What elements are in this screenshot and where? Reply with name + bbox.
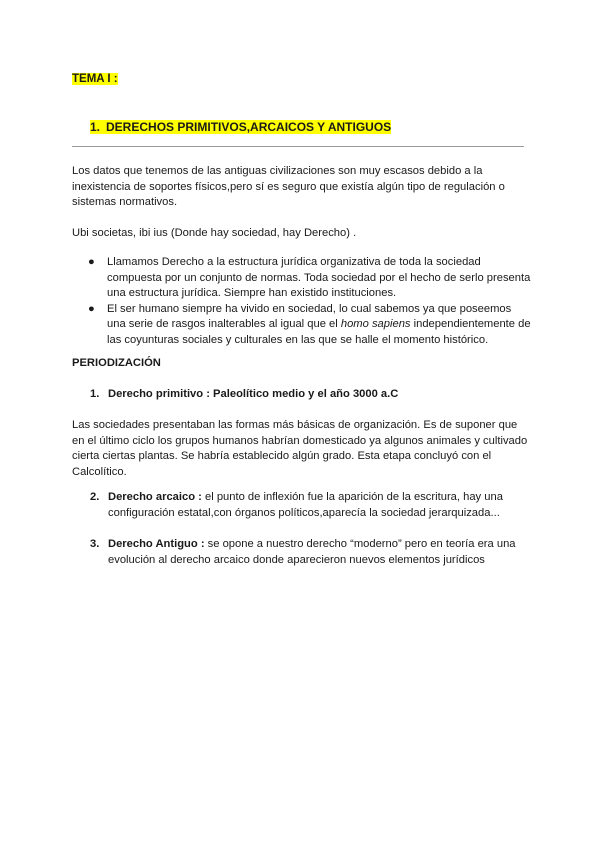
tema-label: TEMA I : [72,73,118,85]
bullet-text-italic: homo sapiens [340,318,411,331]
period-label: Derecho arcaico : [108,491,202,503]
bullet-icon: ● [88,256,95,268]
period-text: se opone a nuestro derecho “moderno” pero en teoría era una evolución al derecho arcaico donde aparecieron nuevos elementos jurídicos [108,538,516,566]
section-heading [90,120,391,135]
period-number: 1. [90,388,100,400]
period-item-antiguo [90,537,520,568]
bullet-icon: ● [88,302,95,315]
tema-title [72,72,118,87]
period-item-primitivo [90,387,520,403]
latin-quote: Ubi societas, ibi ius (Donde hay sociedad, hay Derecho) . [72,227,357,239]
heading-number: 1. [90,120,101,134]
bullet-list [72,255,532,349]
period-text: el punto de inflexión fue la aparición de la escritura, hay una configuración estatal,con órganos políticos,aparecía la sociedad jerarquizada... [108,491,503,519]
bullet-text-start: El ser humano siempre ha vivido en sociedad, lo cual sabemos ya que poseemos una serie de rasgos inalterables al igual que el [107,302,512,331]
period-label: Derecho primitivo : Paleolítico medio y el año 3000 a.C [108,388,399,400]
bullet-item [72,302,532,349]
period-item-arcaico [90,490,520,521]
bullet-text-end: independientemente de las coyunturas sociales y culturales en las que se halle el momento histórico. [107,318,531,346]
heading-title: DERECHOS PRIMITIVOS,ARCAICOS Y ANTIGUOS [106,120,392,134]
intro-paragraph: Los datos que tenemos de las antiguas civilizaciones son muy escasos debido a la inexistencia de soportes físicos,pero sí es seguro que existía algún tipo de regulación o sistemas normativos. [72,165,505,209]
period-number: 2. [90,491,100,503]
bullet-text: Llamamos Derecho a la estructura jurídica organizativa de toda la sociedad compuesta por un conjunto de normas. Toda sociedad por el hecho de serlo presenta una estructura jurídica. Siempre han existido instituciones. [107,256,531,300]
primitivo-paragraph: Las sociedades presentaban las formas más básicas de organización. Es de suponer que en el último ciclo los grupos humanos habrían domesticado ya algunos animales y cultivado cierta ciertas plantas. Se habría establecido algún grado. Esta etapa concluyó con el Calcolítico. [72,419,528,478]
bullet-item [72,255,532,302]
periodizacion-title: PERIODIZACIÓN [72,357,161,369]
horizontal-rule [72,146,524,147]
period-number: 3. [90,538,100,550]
period-label: Derecho Antiguo : [108,538,205,550]
section-heading-highlight [90,120,391,134]
